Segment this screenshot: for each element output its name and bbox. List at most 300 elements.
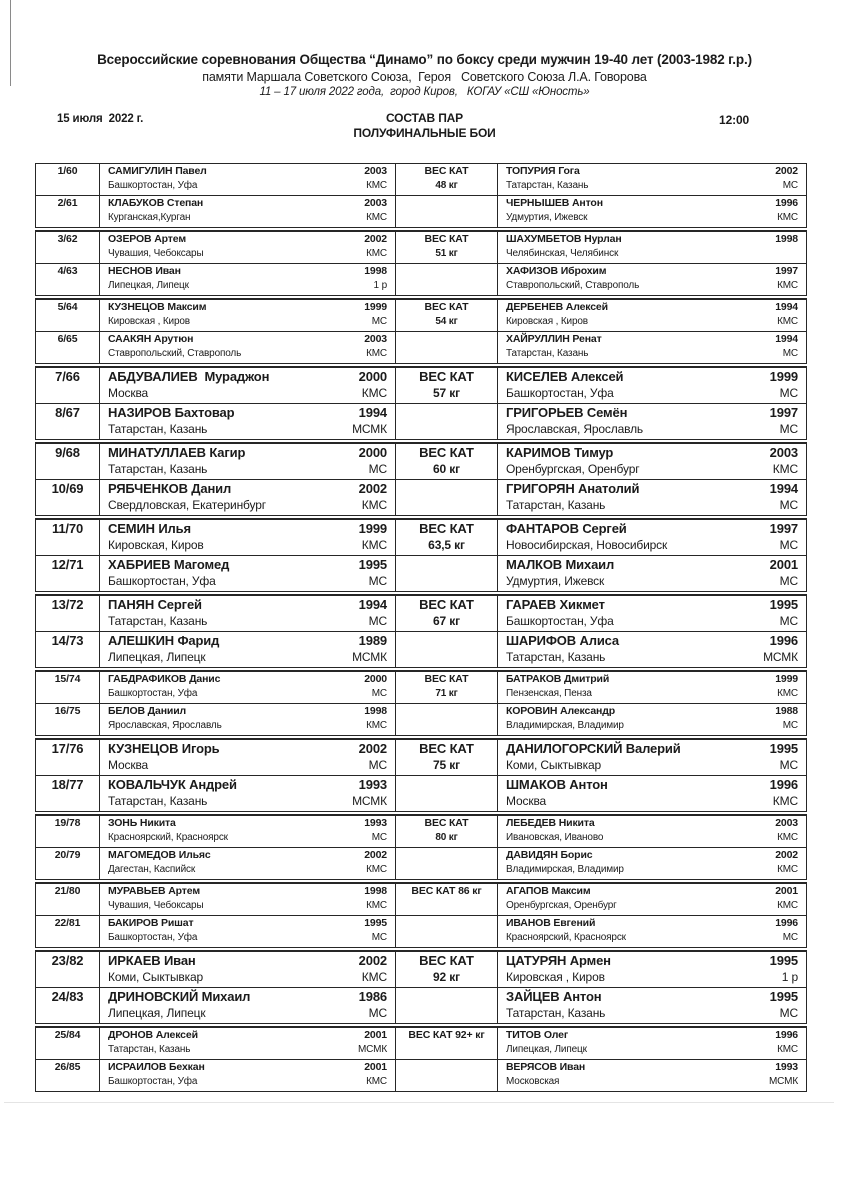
left-boxer-titleline <box>108 445 387 462</box>
bout-row <box>36 444 806 479</box>
right-boxer-region: Башкортостан, Уфа <box>506 613 614 628</box>
left-boxer-titleline <box>108 265 387 280</box>
right-boxer-cell <box>498 596 806 631</box>
left-boxer-rank: КМС <box>361 497 387 512</box>
right-boxer-region: Оренбургская, Оренбург <box>506 461 640 476</box>
left-boxer-year: 1995 <box>358 557 387 572</box>
left-boxer-name: НЕСНОВ Иван <box>108 265 181 277</box>
left-boxer-name: ДРОНОВ Алексей <box>108 1029 198 1041</box>
right-boxer-cell <box>498 704 806 735</box>
left-boxer-year: 2000 <box>358 369 387 384</box>
right-boxer-year: 1999 <box>775 673 798 685</box>
bout-number-cell <box>36 196 100 227</box>
right-boxer-titleline <box>506 777 798 794</box>
left-boxer-rank: МСМК <box>358 1043 387 1055</box>
left-boxer-region: Ставропольский, Ставрополь <box>108 347 242 359</box>
right-boxer-titleline <box>506 597 798 614</box>
left-boxer-rank: МС <box>368 573 387 588</box>
bout-number-cell <box>36 632 100 667</box>
right-boxer-subline <box>506 574 798 591</box>
left-boxer-titleline <box>108 481 387 498</box>
bout-number-cell <box>36 556 100 591</box>
right-boxer-region: Липецкая, Липецк <box>506 1043 587 1055</box>
right-boxer-name: ГРИГОРЬЕВ Семён <box>506 405 628 420</box>
bout-number-cell <box>36 368 100 403</box>
left-boxer-name: МУРАВЬЕВ Артем <box>108 885 200 897</box>
weight-group <box>35 442 807 516</box>
right-boxer-name: ДЕРБЕНЕВ Алексей <box>506 301 608 313</box>
right-boxer-titleline <box>506 917 798 932</box>
weight-category-cell <box>396 444 498 479</box>
left-boxer-name: ИРКАЕВ Иван <box>108 953 196 968</box>
right-boxer-name: АГАПОВ Максим <box>506 885 591 897</box>
left-boxer-year: 2000 <box>364 673 387 685</box>
weight-category-cell <box>396 232 498 263</box>
weight-group <box>35 163 807 228</box>
left-boxer-cell <box>100 632 396 667</box>
left-boxer-subline <box>108 280 387 295</box>
left-boxer-region: Свердловская, Екатеринбург <box>108 497 266 512</box>
right-boxer-titleline <box>506 705 798 720</box>
right-boxer-rank: КМС <box>777 1043 798 1055</box>
weight-group <box>35 950 807 1024</box>
right-boxer-name: ДАВИДЯН Борис <box>506 849 593 861</box>
right-boxer-rank: МС <box>782 179 798 191</box>
right-boxer-name: ВЕРЯСОВ Иван <box>506 1061 586 1073</box>
right-boxer-year: 1994 <box>775 301 798 313</box>
left-boxer-cell <box>100 556 396 591</box>
document-header <box>0 0 849 98</box>
left-boxer-cell <box>100 884 396 915</box>
right-boxer-titleline <box>506 633 798 650</box>
bout-number: 10/69 <box>51 481 84 496</box>
left-boxer-year: 1995 <box>364 917 387 929</box>
left-boxer-name: ОЗЕРОВ Артем <box>108 233 186 245</box>
bout-row <box>36 1028 806 1059</box>
weight-category-text: ВЕС КАТ <box>419 741 474 756</box>
left-boxer-rank: МСМК <box>352 421 387 436</box>
right-boxer-year: 1995 <box>769 597 798 612</box>
bout-row <box>36 740 806 775</box>
weight-category-text: ВЕС КАТ <box>419 597 474 612</box>
right-boxer-cell <box>498 164 806 195</box>
left-boxer-region: Москва <box>108 757 149 772</box>
left-boxer-region: Татарстан, Казань <box>108 1043 191 1055</box>
bout-number-cell <box>36 164 100 195</box>
left-boxer-rank: КМС <box>361 969 387 984</box>
left-boxer-year: 1994 <box>358 597 387 612</box>
right-boxer-titleline <box>506 521 798 538</box>
left-boxer-titleline <box>108 817 387 832</box>
weight-category-text: 80 кг <box>435 831 458 843</box>
weight-category-text: ВЕС КАТ <box>419 521 474 536</box>
right-boxer-subline <box>506 280 798 295</box>
right-boxer-region: Владимирская, Владимир <box>506 863 624 875</box>
right-boxer-region: Оренбургская, Оренбург <box>506 899 617 911</box>
right-boxer-cell <box>498 232 806 263</box>
right-boxer-year: 1997 <box>769 405 798 420</box>
weight-category-cell <box>396 1028 498 1059</box>
right-boxer-titleline <box>506 1029 798 1044</box>
weight-category-text: ВЕС КАТ <box>419 953 474 968</box>
left-boxer-name: КУЗНЕЦОВ Максим <box>108 301 207 313</box>
right-boxer-name: ГАРАЕВ Хикмет <box>506 597 605 612</box>
bout-row <box>36 847 806 879</box>
left-boxer-titleline <box>108 405 387 422</box>
bout-number-cell <box>36 300 100 331</box>
right-boxer-rank: КМС <box>772 793 798 808</box>
left-boxer-rank: МСМК <box>352 793 387 808</box>
left-boxer-subline <box>108 864 387 879</box>
left-boxer-name: БЕЛОВ Даниил <box>108 705 187 717</box>
right-boxer-subline <box>506 462 798 479</box>
left-boxer-name: ГАБДРАФИКОВ Данис <box>108 673 221 685</box>
weight-category-cell <box>396 632 498 667</box>
weight-category-cell <box>396 704 498 735</box>
right-boxer-year: 1994 <box>769 481 798 496</box>
left-boxer-region: Коми, Сыктывкар <box>108 969 204 984</box>
bout-number: 16/75 <box>54 705 81 717</box>
right-boxer-titleline <box>506 953 798 970</box>
left-boxer-cell <box>100 480 396 515</box>
left-boxer-subline <box>108 758 387 775</box>
left-boxer-name: ДРИНОВСКИЙ Михаил <box>108 989 251 1004</box>
right-boxer-subline <box>506 794 798 811</box>
right-boxer-region: Москва <box>506 793 547 808</box>
left-boxer-titleline <box>108 917 387 932</box>
left-boxer-rank: МС <box>371 687 387 699</box>
right-boxer-titleline <box>506 741 798 758</box>
left-boxer-titleline <box>108 633 387 650</box>
left-boxer-titleline <box>108 521 387 538</box>
right-boxer-year: 1998 <box>775 233 798 245</box>
weight-category-text: ВЕС КАТ 86 кг <box>411 885 482 897</box>
doc-subtitle: ПОЛУФИНАЛЬНЫЕ БОИ <box>353 126 496 140</box>
right-boxer-cell <box>498 1028 806 1059</box>
left-boxer-year: 2002 <box>358 741 387 756</box>
left-boxer-name: КУЗНЕЦОВ Игорь <box>108 741 220 756</box>
right-boxer-titleline <box>506 405 798 422</box>
bout-number-cell <box>36 1060 100 1091</box>
right-boxer-rank: КМС <box>777 211 798 223</box>
right-boxer-year: 1995 <box>769 741 798 756</box>
bout-row <box>36 232 806 263</box>
right-boxer-titleline <box>506 333 798 348</box>
weight-category-cell <box>396 300 498 331</box>
right-boxer-year: 1988 <box>775 705 798 717</box>
left-boxer-name: ХАБРИЕВ Магомед <box>108 557 230 572</box>
left-boxer-name: МАГОМЕДОВ Ильяс <box>108 849 211 861</box>
bout-number: 1/60 <box>57 165 78 177</box>
right-boxer-subline <box>506 538 798 555</box>
bout-row <box>36 672 806 703</box>
left-boxer-rank: 1 р <box>373 279 387 291</box>
weight-category-text: 71 кг <box>435 687 458 699</box>
right-boxer-year: 2003 <box>769 445 798 460</box>
right-boxer-region: Челябинская, Челябинск <box>506 247 619 259</box>
right-boxer-rank: МС <box>779 497 798 512</box>
weight-category-text: 51 кг <box>435 247 458 259</box>
weight-category-cell <box>396 988 498 1023</box>
weight-category-cell <box>396 480 498 515</box>
left-boxer-subline <box>108 180 387 195</box>
weight-group <box>35 814 807 880</box>
bout-number: 13/72 <box>51 597 84 612</box>
weight-group <box>35 670 807 736</box>
right-boxer-rank: МС <box>779 573 798 588</box>
bout-number: 12/71 <box>51 557 84 572</box>
left-boxer-subline <box>108 248 387 263</box>
left-boxer-name: КЛАБУКОВ Степан <box>108 197 204 209</box>
weight-category-text: ВЕС КАТ <box>424 233 469 245</box>
right-boxer-rank: 1 р <box>781 969 798 984</box>
left-boxer-name: СААКЯН Арутюн <box>108 333 194 345</box>
bout-number-cell <box>36 596 100 631</box>
bout-row <box>36 331 806 363</box>
right-boxer-cell <box>498 404 806 439</box>
right-boxer-year: 2003 <box>775 817 798 829</box>
bout-number: 18/77 <box>51 777 84 792</box>
bout-number-cell <box>36 848 100 879</box>
right-boxer-cell <box>498 444 806 479</box>
left-boxer-cell <box>100 848 396 879</box>
left-boxer-cell <box>100 332 396 363</box>
competition-dates-venue: 11 – 17 июля 2022 года, город Киров, КОГАУ «СШ «Юность» <box>259 86 590 98</box>
weight-group <box>35 518 807 592</box>
left-boxer-year: 2003 <box>364 197 387 209</box>
left-boxer-region: Татарстан, Казань <box>108 613 208 628</box>
right-boxer-year: 2002 <box>775 849 798 861</box>
right-boxer-year: 1995 <box>769 953 798 968</box>
left-boxer-subline <box>108 832 387 847</box>
right-boxer-rank: КМС <box>777 315 798 327</box>
left-boxer-name: СЕМИН Илья <box>108 521 191 536</box>
left-boxer-region: Москва <box>108 385 149 400</box>
bout-number: 11/70 <box>51 521 84 536</box>
bout-number-cell <box>36 740 100 775</box>
left-boxer-cell <box>100 1028 396 1059</box>
right-boxer-subline <box>506 348 798 363</box>
right-boxer-rank: МС <box>782 347 798 359</box>
left-boxer-rank: МС <box>368 1005 387 1020</box>
weight-category-text: ВЕС КАТ <box>424 817 469 829</box>
left-boxer-region: Башкортостан, Уфа <box>108 573 216 588</box>
weight-category-text: 57 кг <box>433 385 460 400</box>
weight-category-cell <box>396 264 498 295</box>
left-boxer-subline <box>108 574 387 591</box>
weight-category-text: ВЕС КАТ <box>424 165 469 177</box>
right-boxer-subline <box>506 1006 798 1023</box>
left-boxer-region: Татарстан, Казань <box>108 793 208 808</box>
left-boxer-region: Чувашия, Чебоксары <box>108 247 204 259</box>
scan-shadow-line <box>4 1102 834 1103</box>
left-boxer-cell <box>100 444 396 479</box>
session-meta-row <box>0 111 849 145</box>
right-boxer-rank: МС <box>779 1005 798 1020</box>
right-boxer-name: ШМАКОВ Антон <box>506 777 608 792</box>
weight-group <box>35 230 807 296</box>
right-boxer-year: 1996 <box>769 777 798 792</box>
right-boxer-cell <box>498 816 806 847</box>
right-boxer-titleline <box>506 265 798 280</box>
left-boxer-year: 2002 <box>364 849 387 861</box>
bout-number: 26/85 <box>54 1061 81 1073</box>
right-boxer-cell <box>498 196 806 227</box>
right-boxer-titleline <box>506 849 798 864</box>
left-boxer-titleline <box>108 953 387 970</box>
right-boxer-name: ЗАЙЦЕВ Антон <box>506 989 602 1004</box>
weight-category-cell <box>396 776 498 811</box>
left-boxer-cell <box>100 520 396 555</box>
right-boxer-rank: КМС <box>772 461 798 476</box>
left-boxer-cell <box>100 776 396 811</box>
weight-category-text: ВЕС КАТ 92+ кг <box>408 1029 485 1041</box>
right-boxer-subline <box>506 248 798 263</box>
right-boxer-rank: КМС <box>777 863 798 875</box>
right-boxer-name: ТИТОВ Олег <box>506 1029 569 1041</box>
left-boxer-year: 1986 <box>358 989 387 1004</box>
right-boxer-region: Удмуртия, Ижевск <box>506 211 588 223</box>
left-boxer-name: БАКИРОВ Ришат <box>108 917 194 929</box>
left-boxer-titleline <box>108 1029 387 1044</box>
bout-row <box>36 915 806 947</box>
weight-category-text: ВЕС КАТ <box>424 301 469 313</box>
left-boxer-year: 1999 <box>364 301 387 313</box>
right-boxer-rank: КМС <box>777 899 798 911</box>
weight-category-cell <box>396 556 498 591</box>
right-boxer-name: КАРИМОВ Тимур <box>506 445 614 460</box>
left-boxer-year: 1993 <box>358 777 387 792</box>
left-boxer-subline <box>108 386 387 403</box>
bout-row <box>36 368 806 403</box>
left-boxer-cell <box>100 816 396 847</box>
right-boxer-name: КОРОВИН Александр <box>506 705 615 717</box>
left-boxer-titleline <box>108 557 387 574</box>
competition-title: Всероссийские соревнования Общества “Динамо” по боксу среди мужчин 19-40 лет (2003-1982 г.р.) <box>97 52 752 67</box>
left-boxer-region: Липецкая, Липецк <box>108 1005 206 1020</box>
right-boxer-subline <box>506 316 798 331</box>
right-boxer-year: 1996 <box>775 917 798 929</box>
left-boxer-titleline <box>108 597 387 614</box>
left-boxer-rank: КМС <box>366 247 387 259</box>
bout-number: 25/84 <box>54 1029 81 1041</box>
left-boxer-name: САМИГУЛИН Павел <box>108 165 207 177</box>
right-boxer-region: Кировская , Киров <box>506 315 588 327</box>
right-boxer-cell <box>498 672 806 703</box>
left-boxer-titleline <box>108 1061 387 1076</box>
left-boxer-subline <box>108 422 387 439</box>
bout-row <box>36 884 806 915</box>
weight-category-cell <box>396 596 498 631</box>
left-boxer-rank: МС <box>371 831 387 843</box>
left-boxer-year: 1998 <box>364 265 387 277</box>
right-boxer-cell <box>498 368 806 403</box>
left-boxer-titleline <box>108 333 387 348</box>
right-boxer-cell <box>498 520 806 555</box>
bout-number: 3/62 <box>57 233 78 245</box>
right-boxer-subline <box>506 422 798 439</box>
right-boxer-region: Ивановская, Иваново <box>506 831 604 843</box>
right-boxer-year: 1996 <box>775 197 798 209</box>
left-boxer-titleline <box>108 301 387 316</box>
bout-number: 22/81 <box>54 917 81 929</box>
weight-category-cell <box>396 672 498 703</box>
left-boxer-subline <box>108 538 387 555</box>
left-boxer-cell <box>100 232 396 263</box>
left-boxer-cell <box>100 916 396 947</box>
weight-group <box>35 366 807 440</box>
right-boxer-region: Удмуртия, Ижевск <box>506 573 605 588</box>
bout-number-cell <box>36 480 100 515</box>
weight-category-cell <box>396 332 498 363</box>
left-boxer-name: МИНАТУЛЛАЕВ Кагир <box>108 445 246 460</box>
bout-number-cell <box>36 1028 100 1059</box>
right-boxer-subline <box>506 650 798 667</box>
left-boxer-region: Башкортостан, Уфа <box>108 687 198 699</box>
right-boxer-titleline <box>506 197 798 212</box>
right-boxer-year: 1996 <box>769 633 798 648</box>
bout-number-cell <box>36 332 100 363</box>
left-boxer-year: 2002 <box>358 481 387 496</box>
weight-category-text: 54 кг <box>435 315 458 327</box>
left-boxer-rank: КМС <box>366 1075 387 1087</box>
right-boxer-rank: МС <box>779 385 798 400</box>
right-boxer-region: Татарстан, Казань <box>506 649 606 664</box>
left-boxer-name: КОВАЛЬЧУК Андрей <box>108 777 237 792</box>
left-boxer-subline <box>108 1044 387 1059</box>
left-boxer-region: Башкортостан, Уфа <box>108 1075 198 1087</box>
competition-dedication: памяти Маршала Советского Союза, Героя Советского Союза Л.А. Говорова <box>202 70 647 84</box>
bout-number-cell <box>36 816 100 847</box>
left-boxer-rank: КМС <box>366 179 387 191</box>
right-boxer-cell <box>498 300 806 331</box>
bout-row <box>36 703 806 735</box>
right-boxer-region: Коми, Сыктывкар <box>506 757 602 772</box>
left-boxer-titleline <box>108 233 387 248</box>
left-boxer-region: Липецкая, Липецк <box>108 279 189 291</box>
right-boxer-name: МАЛКОВ Михаил <box>506 557 615 572</box>
bout-row <box>36 263 806 295</box>
right-boxer-year: 1999 <box>769 369 798 384</box>
left-boxer-subline <box>108 720 387 735</box>
right-boxer-rank: МС <box>782 931 798 943</box>
right-boxer-subline <box>506 688 798 703</box>
left-boxer-titleline <box>108 885 387 900</box>
right-boxer-cell <box>498 884 806 915</box>
right-boxer-rank: КМС <box>777 687 798 699</box>
right-boxer-rank: МС <box>779 613 798 628</box>
left-boxer-subline <box>108 900 387 915</box>
right-boxer-region: Московская <box>506 1075 560 1087</box>
weight-category-cell <box>396 196 498 227</box>
doc-title: СОСТАВ ПАР <box>385 111 464 125</box>
bout-row <box>36 596 806 631</box>
left-boxer-titleline <box>108 705 387 720</box>
right-boxer-name: БАТРАКОВ Дмитрий <box>506 673 610 685</box>
bout-number-cell <box>36 232 100 263</box>
right-boxer-subline <box>506 386 798 403</box>
right-boxer-cell <box>498 632 806 667</box>
right-boxer-subline <box>506 498 798 515</box>
left-boxer-year: 2002 <box>364 233 387 245</box>
left-boxer-rank: КМС <box>361 385 387 400</box>
left-boxer-subline <box>108 970 387 987</box>
right-boxer-cell <box>498 776 806 811</box>
left-boxer-year: 2000 <box>358 445 387 460</box>
bout-number: 23/82 <box>51 953 84 968</box>
right-boxer-year: 1993 <box>775 1061 798 1073</box>
left-boxer-year: 1999 <box>358 521 387 536</box>
